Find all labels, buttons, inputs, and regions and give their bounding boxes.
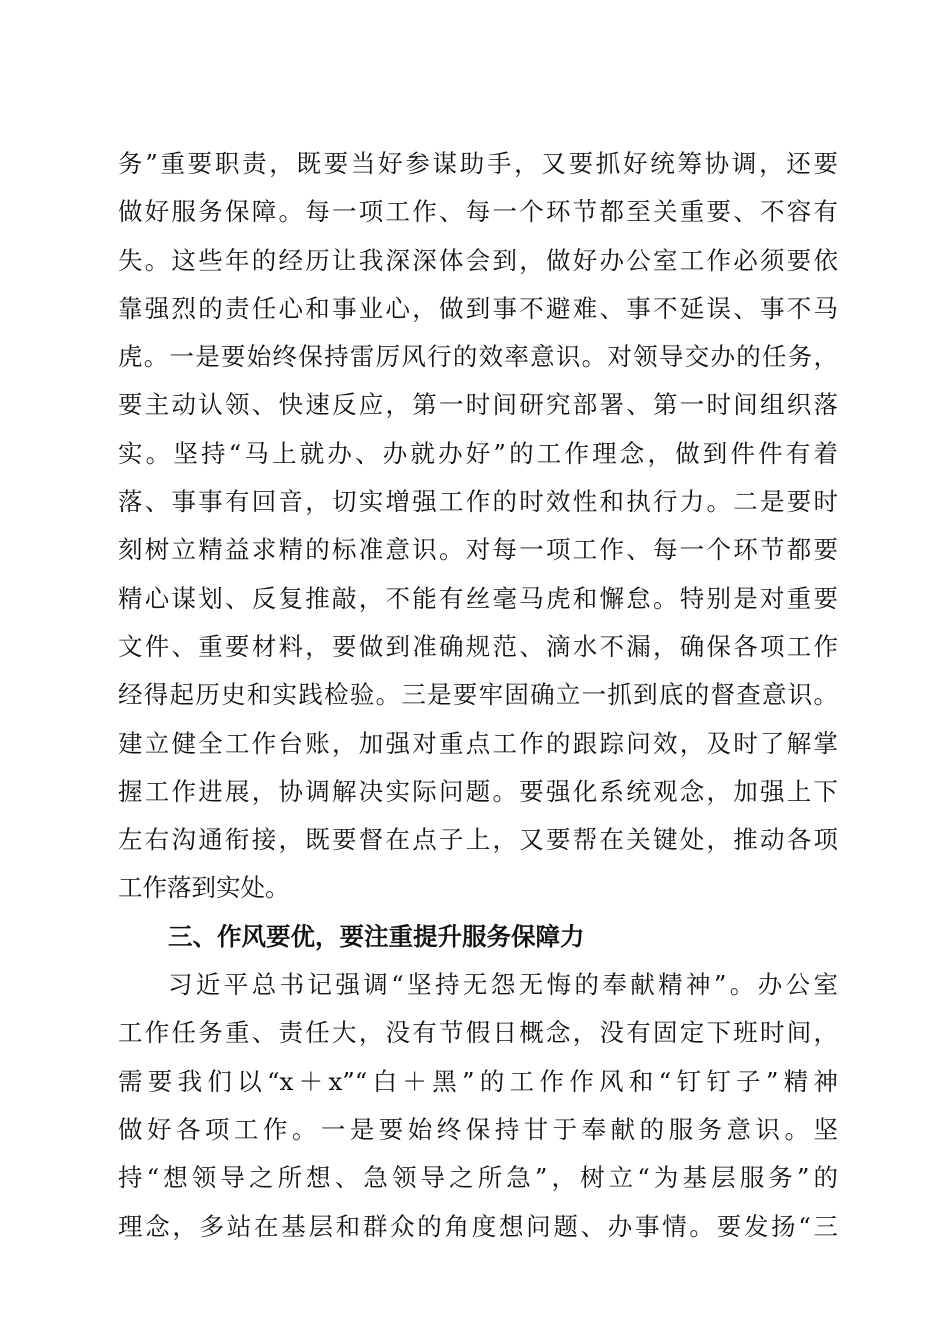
text-line: 精心谋划、反复推敲，不能有丝毫马虎和懈怠。特别是对重要 bbox=[118, 583, 838, 613]
text-line: 左右沟通衔接，既要督在点子上，又要帮在关键处，推动各项 bbox=[118, 825, 838, 855]
document-body bbox=[118, 140, 838, 1251]
text-line: 工作落到实处。 bbox=[118, 873, 290, 903]
text-line: 要主动认领、快速反应，第一时间研究部署、第一时间组织落 bbox=[118, 390, 838, 420]
text-line: 实。坚持“马上就办、办就办好”的工作理念，做到件件有着 bbox=[118, 438, 838, 468]
text-line: 理念，多站在基层和群众的角度想问题、办事情。要发扬“三 bbox=[118, 1211, 838, 1241]
text-line: 落、事事有回音，切实增强工作的时效性和执行力。二是要时 bbox=[118, 487, 838, 517]
text-line: 经得起历史和实践检验。三是要牢固确立一抓到底的督查意识。 bbox=[118, 680, 838, 710]
text-line: 做好各项工作。一是要始终保持甘于奉献的服务意识。坚 bbox=[118, 1114, 838, 1144]
text-line: 握工作进展，协调解决实际问题。要强化系统观念，加强上下 bbox=[118, 776, 838, 806]
text-line: 刻树立精益求精的标准意识。对每一项工作、每一个环节都要 bbox=[118, 535, 838, 565]
text-line: 文件、重要材料，要做到准确规范、滴水不漏，确保各项工作 bbox=[118, 631, 838, 661]
text-line: 做好服务保障。每一项工作、每一个环节都至关重要、不容有 bbox=[118, 197, 838, 227]
text-line: 虎。一是要始终保持雷厉风行的效率意识。对领导交办的任务， bbox=[118, 342, 838, 372]
paragraph-first-line: 习近平总书记强调“坚持无怨无悔的奉献精神”。办公室 bbox=[168, 970, 838, 1000]
text-line: 建立健全工作台账，加强对重点工作的跟踪问效，及时了解掌 bbox=[118, 728, 838, 758]
text-line: 持“想领导之所想、急领导之所急”，树立“为基层服务”的 bbox=[118, 1163, 838, 1193]
text-line: 失。这些年的经历让我深深体会到，做好办公室工作必须要依 bbox=[118, 245, 838, 275]
text-line: 需要我们以“x＋x”“白＋黑”的工作作风和“钉钉子”精神 bbox=[118, 1066, 838, 1096]
section-heading: 三、作风要优，要注重提升服务保障力 bbox=[168, 921, 585, 951]
text-line: 务”重要职责，既要当好参谋助手，又要抓好统筹协调，还要 bbox=[118, 149, 838, 178]
text-line: 工作任务重、责任大，没有节假日概念，没有固定下班时间， bbox=[118, 1018, 838, 1048]
text-line: 靠强烈的责任心和事业心，做到事不避难、事不延误、事不马 bbox=[118, 293, 838, 323]
